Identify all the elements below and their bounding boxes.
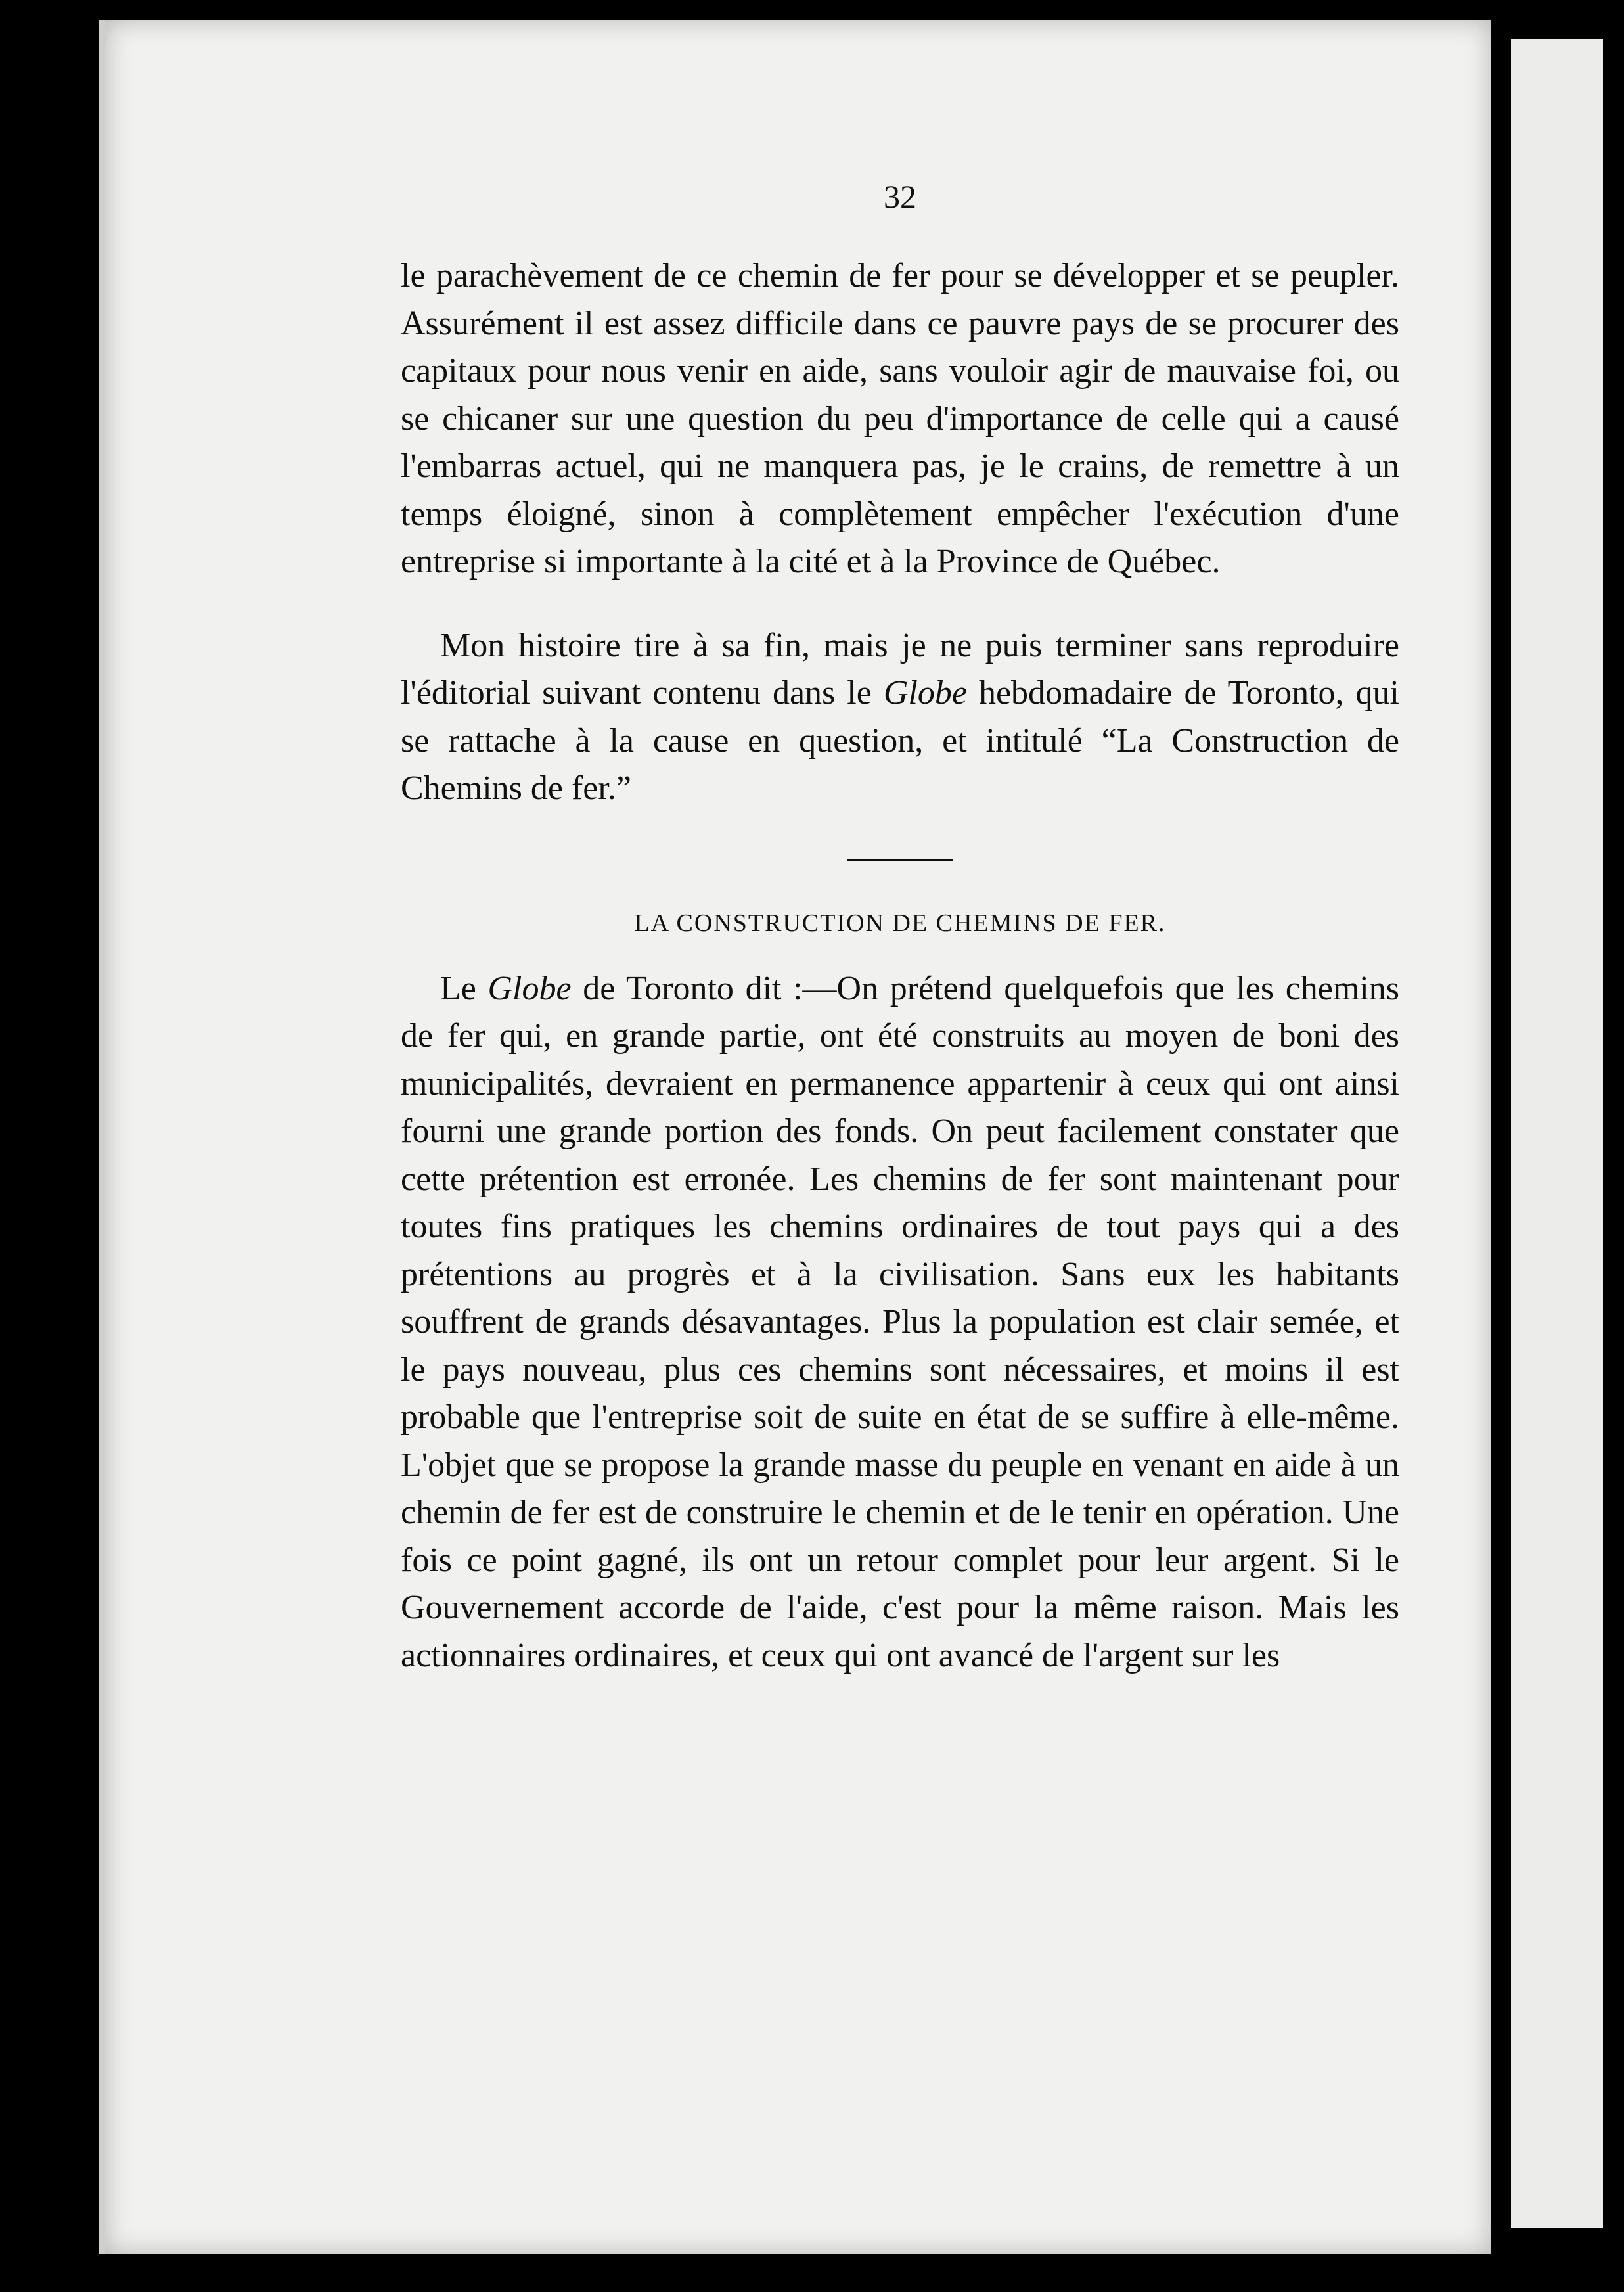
section-heading: LA CONSTRUCTION DE CHEMINS DE FER. [634,909,1166,937]
paragraph-continuation: le parachèvement de ce chemin de fer pour se développer et se peupler. Assurément il est assez difficile dans ce pauvre pays de se procurer des capitaux pour nous venir en aide, sans vouloir agir de mauvaise foi, ou se chicaner sur une question du peu d'importance de celle qui a causé l'embarras actuel, qui ne manquera pas, je le crains, de remettre à un temps éloigné, sinon à complètement empêcher l'exécution d'une entreprise si importante à la cité et à la Province de Québec. [401,257,1399,580]
page-text [401,177,1399,1680]
article-paragraph [401,965,1399,1680]
adjacent-page-edge [1511,39,1603,2228]
paragraph-closing-text-end: hebdomadaire de Toronto, qui se rattache à la cause en question, et intitulé “La Construction de Chemins de fer.” [401,674,1399,807]
page-number: 32 [884,178,916,215]
paragraph-closing-text-start: Mon histoire tire à sa fin, mais je ne puis terminer sans reproduire l'éditorial suivant contenu dans le [401,626,1399,712]
paragraph-gap [401,586,1399,622]
paragraph-closing [401,622,1399,813]
section-divider [847,859,953,861]
article-text-body: de Toronto dit :—On prétend quelquefois que les chemins de fer qui, en grande partie, ont été construits au moyen de boni des municipalités, devraient en permanence appartenir à ceux qui ont ainsi fourni une grande portion des fonds. On peut facilement constater que cette prétention est erronée. Les chemins de fer sont maintenant pour toutes fins pratiques les chemins ordinaires de tout pays qui a des prétentions au progrès et à la civilisation. Sans eux les habitants souffrent de grands désavantages. Plus la population est clair semée, et le pays nouveau, plus ces chemins sont nécessaires, et moins il est probable que l'entreprise soit de suite en état de se suffire à elle-même. L'objet que se propose la grande masse du peuple en venant en aide à un chemin de fer est de construire le chemin et de le tenir en opération. Une fois ce point gagné, ils ont un retour complet pour leur argent. Si le Gouvernement accorde de l'aide, c'est pour la même raison. Mais les actionnaires ordinaires, et ceux qui ont avancé de l'argent sur les [401,969,1399,1674]
article-globe-title: Globe [487,969,572,1007]
globe-title: Globe [883,674,967,712]
article-text-start: Le [440,969,488,1007]
